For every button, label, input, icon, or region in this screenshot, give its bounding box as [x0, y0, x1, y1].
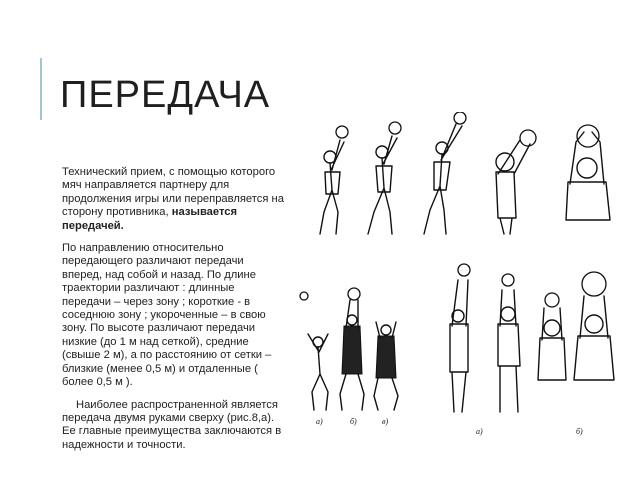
pass-types-illustration: [298, 282, 418, 432]
player-figure-front: [574, 272, 614, 380]
paragraph-classification: По направлению относительно передающего различают передачи вперед, над собой и назад. По длине траектории различают : длинные передачи – через зону ; короткие - в соседнюю зону ; укороченные – в свою зону. По высоте различают передачи низкие (до 1 м над сеткой), средние (свыше 2 м), а по расстоянию от сетки – близкие (менее 0,5 м) и отдаленные ( более 0,5 м ).: [62, 242, 272, 389]
player-figure-4: [496, 130, 536, 234]
jump-pass-illustration: [428, 262, 628, 442]
player-figure-c: [374, 322, 398, 410]
caption-b: б): [350, 417, 357, 426]
player-figure-reach: [498, 274, 520, 412]
slide-title: ПЕРЕДАЧА: [60, 74, 271, 116]
definition-bold: называется передачей.: [62, 206, 238, 232]
title-accent-bar: [40, 58, 42, 120]
player-figure-set: [538, 293, 566, 380]
player-figure-a: [300, 292, 328, 410]
definition-text: Технический прием, с помощью которого мяч направляется партнеру для продолжения игры или переправляется на сторону противника,: [62, 166, 284, 219]
player-figure-b: [340, 288, 364, 410]
player-figure-jump: [450, 264, 470, 412]
caption-c: в): [382, 417, 389, 426]
player-figure-2: [368, 122, 401, 234]
caption-a-right: а): [476, 427, 483, 436]
caption-a: а): [316, 417, 323, 426]
paragraph-main-pass: Наиболее распространенной является передача двумя руками сверху (рис.8,а). Ее главные преимущества заключаются в надежности и точности.: [62, 398, 282, 451]
body-text: [62, 166, 284, 461]
player-figure-1: [320, 126, 348, 234]
pass-sequence-illustration: [300, 112, 620, 242]
paragraph-definition: [62, 166, 284, 233]
caption-b-right: б): [576, 427, 583, 436]
player-figure-3: [424, 112, 466, 234]
player-figure-5: [566, 125, 610, 220]
